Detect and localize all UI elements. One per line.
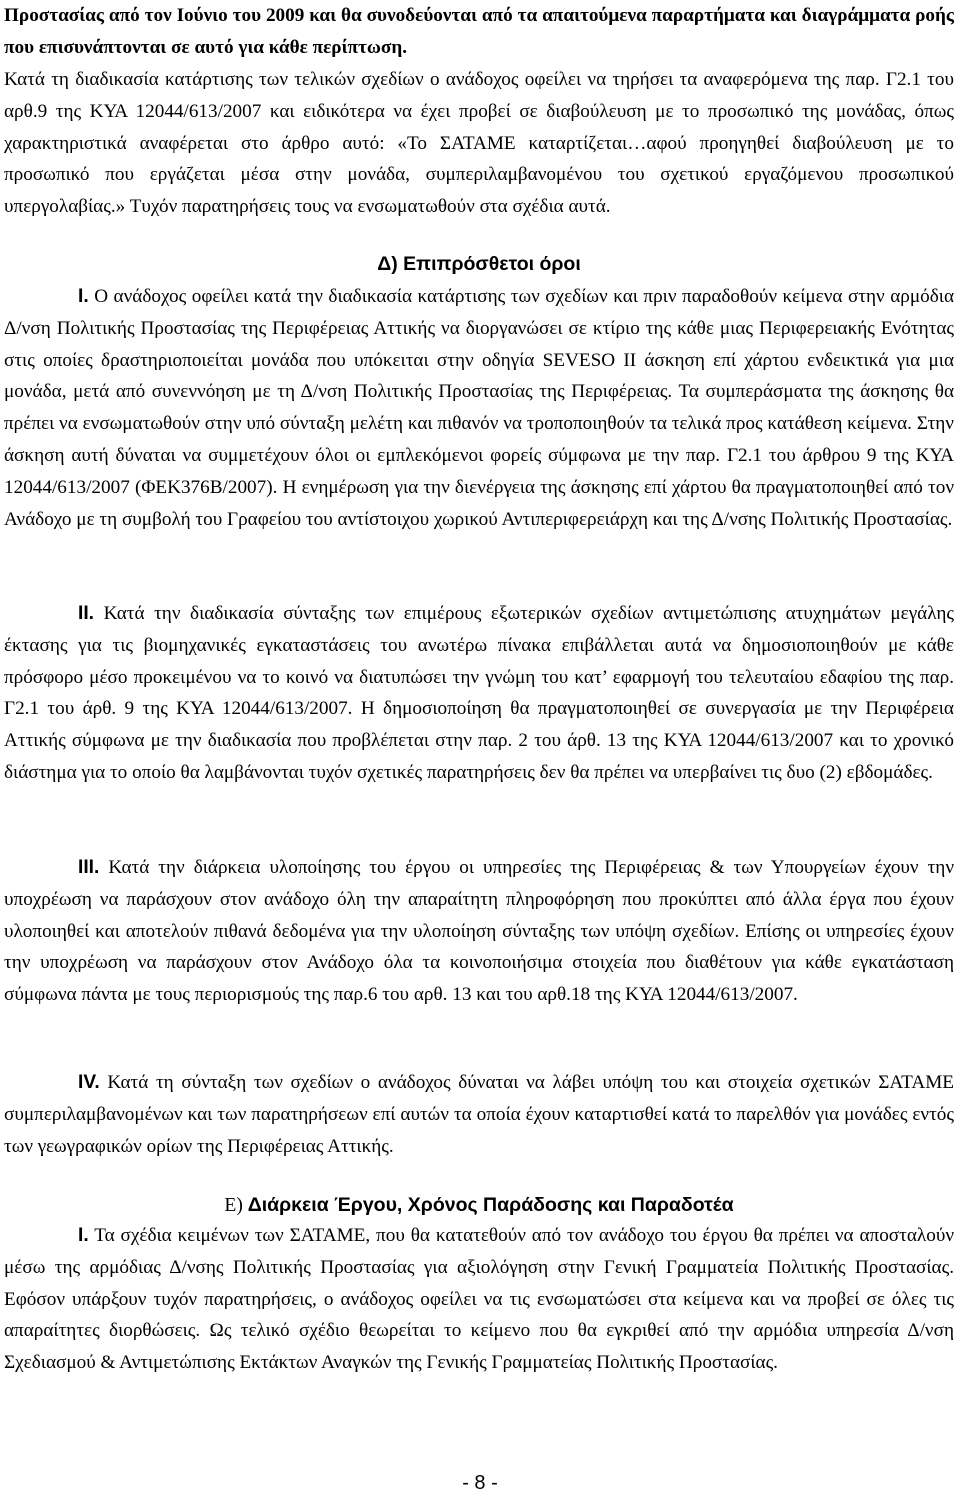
section-heading-e-title: Διάρκεια Έργου, Χρόνος Παράδοσης και Παραδοτέα bbox=[247, 1194, 734, 1216]
item-3-text: Κατά την διάρκεια υλοποίησης του έργου οι υπηρεσίες της Περιφέρειας & των Υπουργείων έχουν την υποχρέωση να παράσχουν στον ανάδοχο όλη την απαραίτητη πληροφόρηση που προκύπτει από άλλα έργα που έχουν υλοποιηθεί και αποτελούν πιθανά δεδομένα για την υλοποίηση σύνταξης των υπόψη σχεδίων. Επίσης οι υπηρεσίες έχουν την υποχρέωση να παράσχουν στον Ανάδοχο όλα τα κοινοποιήσιμα στοιχεία που διαθέτουν για κάθε εγκατάσταση σύμφωνα πάντα με τους περιορισμούς της παρ.6 του αρθ. 13 και του αρθ.18 της ΚΥΑ 12044/613/2007. bbox=[4, 857, 955, 1006]
item-4-text: Κατά τη σύνταξη των σχεδίων ο ανάδοχος δύναται να λάβει υπόψη του και στοιχεία σχετικών ΣΑΤΑΜΕ συμπεριλαμβανομένων και των παρατηρήσεων επί αυτών τα οποία έχουν καταρτισθεί κατά το παρελθόν για μονάδες εντός των γεωγραφικών ορίων της Περιφέρειας Αττικής. bbox=[4, 1072, 954, 1157]
item-1-number: Ι. bbox=[78, 286, 89, 307]
item-5 bbox=[4, 1220, 954, 1379]
item-2 bbox=[4, 598, 954, 789]
item-1 bbox=[4, 281, 954, 535]
item-1-text: Ο ανάδοχος οφείλει κατά την διαδικασία κατάρτισης των σχεδίων και πριν παραδοθούν κείμενα στην αρμόδια Δ/νση Πολιτικής Προστασίας της Περιφέρειας Αττικής να διοργανώσει σε κτίριο της κάθε μιας Περιφερειακής Ενότητας στις οποίες δραστηριοποιείται μονάδα που υπόκειται στην οδηγία SEVESO II άσκηση επί χάρτου ενδεικτικά για μια μονάδα, μετά από συνεννόηση με τη Δ/νση Πολιτικής Προστασίας της Περιφέρειας. Τα συμπεράσματα της άσκησης θα πρέπει να ενσωματωθούν στην υπό σύνταξη μελέτη και πιθανόν να τροποποιηθούν τα τελικά προς κατάθεση κείμενα. Στην άσκηση αυτή δύναται να συμμετέχουν όλοι οι εμπλεκόμενοι φορείς σύμφωνα με την παρ. Γ2.1 του άρθρου 9 της ΚΥΑ 12044/613/2007 (ΦΕΚ376Β/2007). Η ενημέρωση για την διενέργεια της άσκησης επί χάρτου θα πραγματοποιηθεί από τον Ανάδοχο με τη συμβολή του Γραφείου του αντίστοιχου χωρικού Αντιπεριφερειάρχη και της Δ/νσης Πολιτικής Προστασίας. bbox=[4, 286, 954, 530]
page-number: - 8 - bbox=[462, 1472, 498, 1494]
item-5-text: Τα σχέδια κειμένων των ΣΑΤΑΜΕ, που θα κατατεθούν από τον ανάδοχο του έργου θα πρέπει να αποσταλούν μέσω της αρμόδιας Δ/νσης Πολιτικής Προστασίας για αξιολόγηση στην Γενική Γραμματεία Πολιτικής Προστασίας. Εφόσον υπάρξουν τυχόν παρατηρήσεις, ο ανάδοχος οφείλει να τις ενσωματώσει στα κείμενα και να προβεί σε όλες τις απαραίτητες διορθώσεις. Ως τελικό σχέδιο θεωρείται το κείμενο που θα εγκριθεί από την αρμόδια υπηρεσία Δ/νση Σχεδιασμού & Αντιμετώπισης Εκτάκτων Αναγκών της Γενικής Γραμματείας Πολιτικής Προστασίας. bbox=[4, 1225, 954, 1374]
item-2-number: ΙΙ. bbox=[78, 603, 94, 624]
item-5-number: Ι. bbox=[78, 1225, 89, 1246]
item-4-number: ΙV. bbox=[78, 1072, 100, 1093]
paragraph-top bbox=[4, 0, 954, 64]
paragraph-top-text: Προστασίας από τον Ιούνιο του 2009 και θα συνοδεύονται από τα απαιτούμενα παραρτήματα και διαγράμματα ροής που επισυνάπτονται σε αυτό για κάθε περίπτωση. bbox=[4, 5, 954, 58]
paragraph-plans: Κατά τη διαδικασία κατάρτισης των τελικών σχεδίων ο ανάδοχος οφείλει να τηρήσει τα αναφερόμενα της παρ. Γ2.1 του αρθ.9 της ΚΥΑ 12044/613/2007 και ειδικότερα να έχει προβεί σε διαβούλευση με το προσωπικό της μονάδας, όπως χαρακτηριστικά αναφέρεται στο άρθρο αυτό: «Το ΣΑΤΑΜΕ καταρτίζεται…αφού προηγηθεί διαβούλευση με το προσωπικό που εργάζεται μέσα στην μονάδα, συμπεριλαμβανομένου του σχετικού εργαζόμενου προσωπικού υπεργολαβίας.» Τυχόν παρατηρήσεις τους να ενσωματωθούν στα σχέδια αυτά. bbox=[4, 69, 954, 218]
section-heading-e-prefix: Ε) bbox=[224, 1195, 243, 1216]
item-4 bbox=[4, 1067, 954, 1162]
item-2-text: Κατά την διαδικασία σύνταξης των επιμέρους εξωτερικών σχεδίων αντιμετώπισης ατυχημάτων μεγάλης έκτασης για τις βιομηχανικές εγκαταστάσεις του ανωτέρω πίνακα επιβάλλεται αυτά να δημοσιοποιηθούν με κάθε πρόσφορο μέσο προκειμένου να το κοινό να διατυπώσει την γνώμη του κατ’ εφαρμογή του τελευταίου εδαφίου της παρ. Γ2.1 του άρθ. 9 της ΚΥΑ 12044/613/2007. Η δημοσιοποίηση θα πραγματοποιηθεί σε συνεργασία με την Περιφέρεια Αττικής σύμφωνα με την διαδικασία που προβλέπεται στην παρ. 2 του άρθ. 13 της ΚΥΑ 12044/613/2007 και το χρονικό διάστημα για το οποίο θα λαμβάνονται τυχόν σχετικές παρατηρήσεις δεν θα πρέπει να υπερβαίνει τις δυο (2) εβδομάδες. bbox=[4, 603, 954, 783]
item-3-number: ΙΙΙ. bbox=[78, 857, 100, 878]
item-3 bbox=[4, 852, 954, 1011]
section-heading-e bbox=[4, 1189, 954, 1222]
section-heading-d: Δ) Επιπρόσθετοι όροι bbox=[377, 253, 581, 275]
